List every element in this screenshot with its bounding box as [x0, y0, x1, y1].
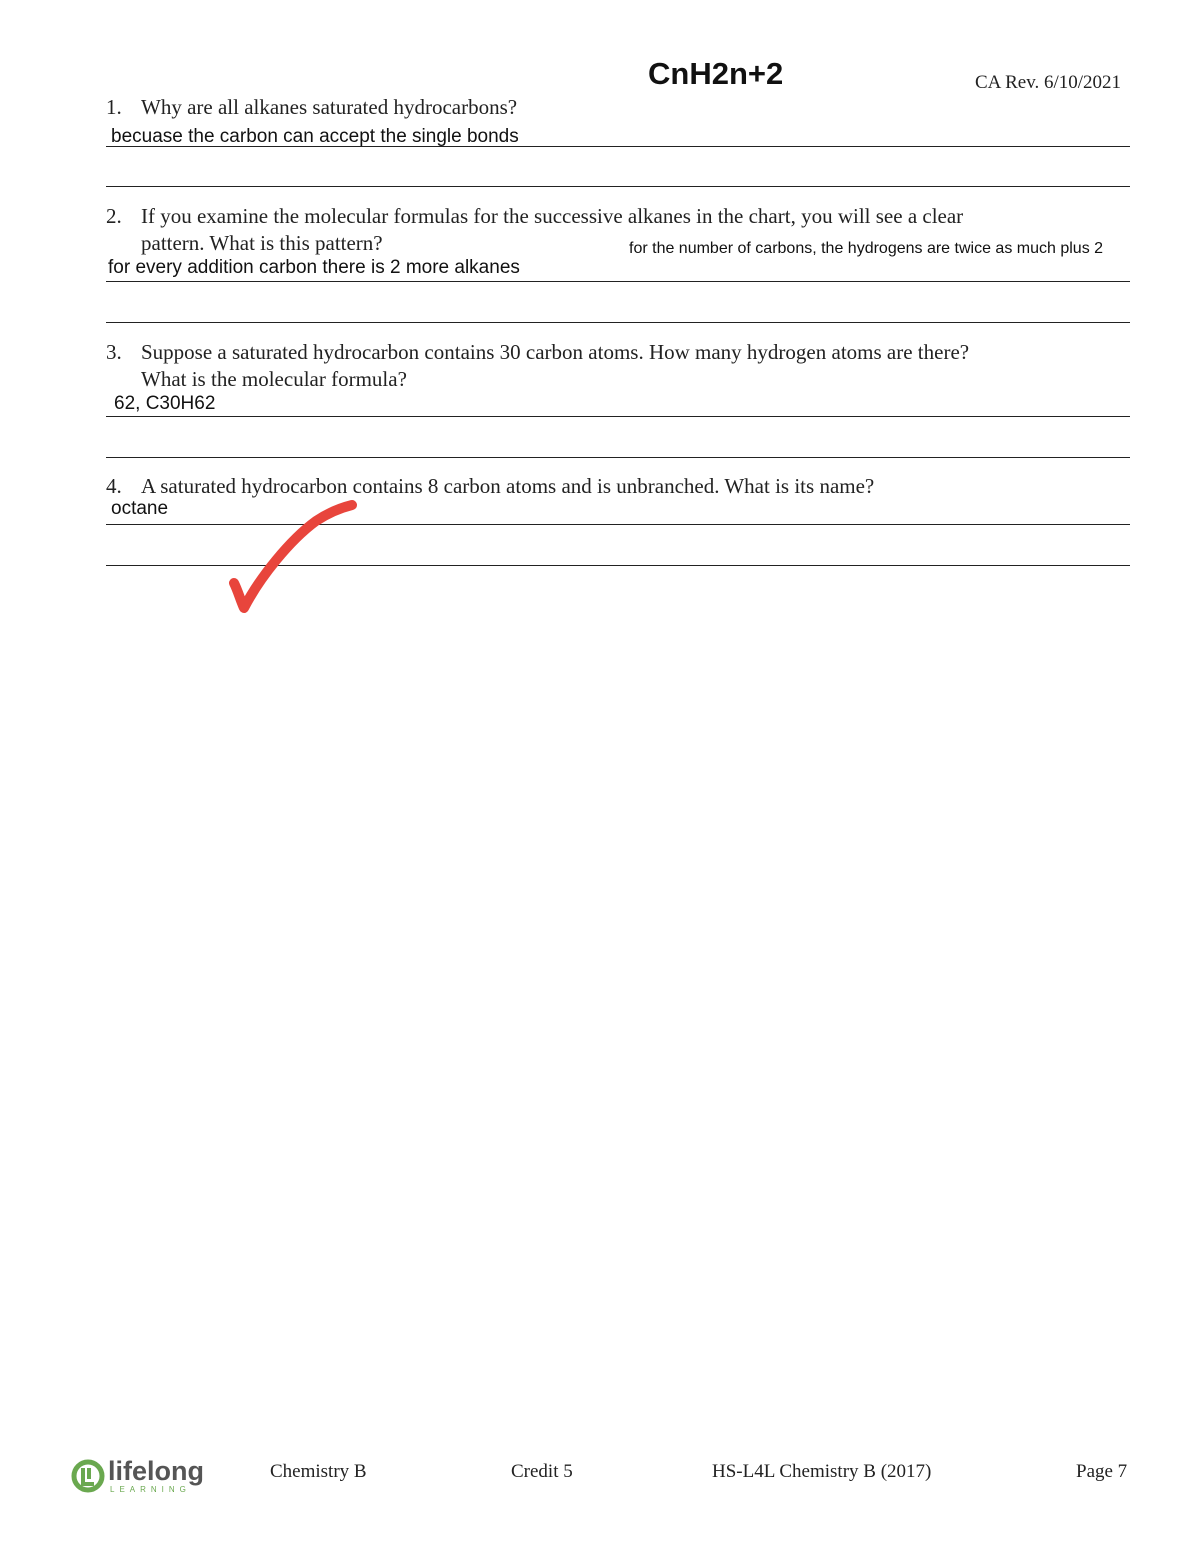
checkmark-icon [220, 495, 370, 620]
answer-line [106, 457, 1130, 458]
question-1-text: Why are all alkanes saturated hydrocarbons? [141, 95, 518, 119]
answer-1[interactable]: becuase the carbon can accept the single bonds [111, 126, 519, 147]
answer-3[interactable]: 62, C30H62 [114, 393, 216, 414]
question-1-number: 1. [106, 95, 122, 119]
lifelong-logo-subtext: LEARNING [110, 1485, 191, 1494]
question-4-number: 4. [106, 474, 122, 498]
answer-4[interactable]: octane [111, 498, 169, 519]
answer-line [106, 186, 1130, 187]
footer-credit: Credit 5 [511, 1461, 573, 1482]
footer-page-number: Page 7 [1076, 1461, 1128, 1482]
lifelong-logo-text: lifelong [108, 1456, 204, 1486]
formula-annotation: CnH2n+2 [648, 56, 784, 91]
footer-course: Chemistry B [270, 1461, 367, 1482]
answer-line [106, 416, 1130, 417]
question-2-number: 2. [106, 204, 122, 228]
footer-course-code: HS-L4L Chemistry B (2017) [712, 1461, 932, 1482]
answer-line [106, 322, 1130, 323]
question-4-text: A saturated hydrocarbon contains 8 carbon atoms and is unbranched. What is its name? [141, 474, 875, 498]
answer-line [106, 281, 1130, 282]
question-3-text-line2: What is the molecular formula? [141, 367, 407, 391]
revision-date: CA Rev. 6/10/2021 [975, 72, 1122, 93]
question-2-text-line1: If you examine the molecular formulas for the successive alkanes in the chart, you will see a clear [141, 204, 964, 228]
answer-line [106, 146, 1130, 147]
question-3-number: 3. [106, 340, 122, 364]
answer-2[interactable]: for every addition carbon there is 2 more alkanes [108, 257, 520, 278]
answer-2-side-note[interactable]: for the number of carbons, the hydrogens are twice as much plus 2 [629, 240, 1104, 257]
question-3-text-line1: Suppose a saturated hydrocarbon contains 30 carbon atoms. How many hydrogen atoms are there? [141, 340, 970, 364]
question-2-text-line2: pattern. What is this pattern? [141, 231, 383, 255]
lifelong-logo-icon [70, 1458, 106, 1494]
